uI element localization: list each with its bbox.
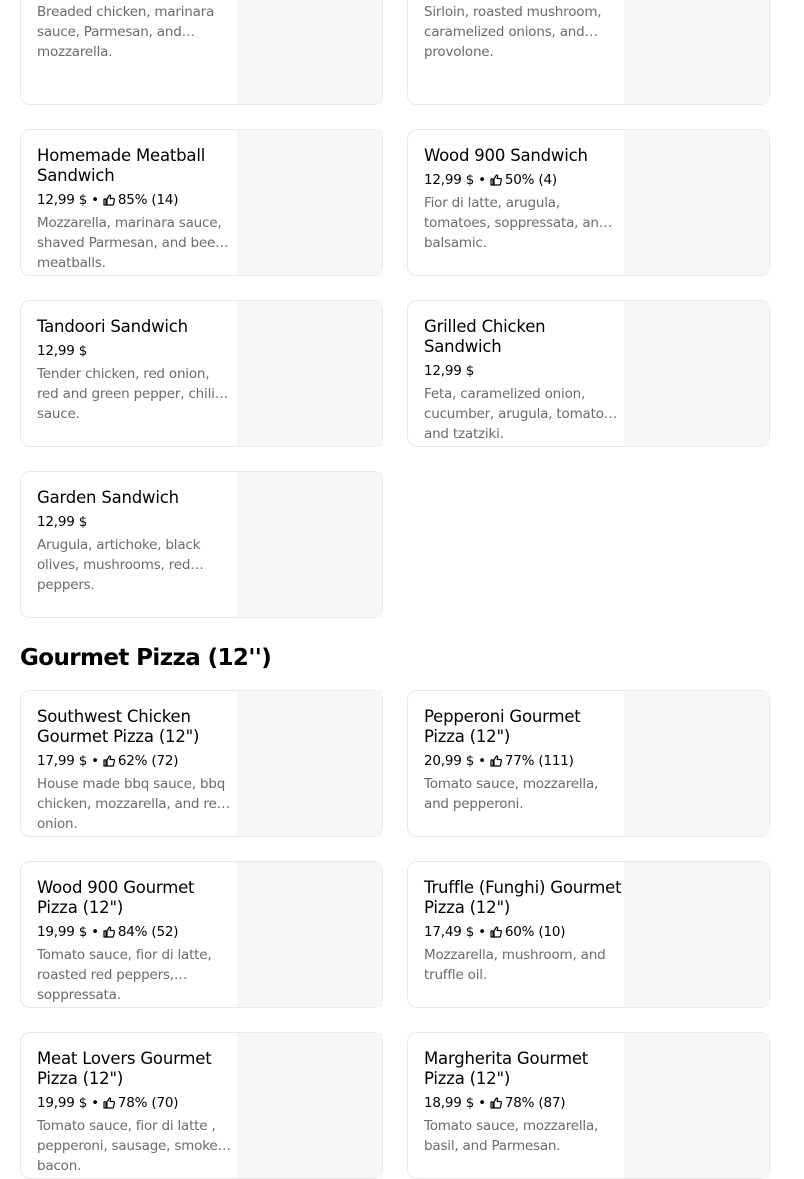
menu-item-card[interactable] <box>407 861 770 1008</box>
separator-dot: • <box>91 753 99 769</box>
menu-item-card[interactable] <box>20 300 383 447</box>
item-rating: 85% (14) <box>117 192 179 208</box>
item-image <box>624 0 769 104</box>
item-description: Tomato sauce, fior di latte , pepperoni, sausage, smoked bacon. <box>37 1118 226 1174</box>
item-description: Mozzarella, marinara sauce, shaved Parmesan, and beef meatballs. <box>37 215 222 271</box>
item-image <box>237 1033 382 1178</box>
item-rating: 77% (111) <box>504 753 574 769</box>
item-meta <box>37 191 237 209</box>
thumbs-up-icon <box>103 926 115 938</box>
item-image <box>237 301 382 446</box>
item-name: Homemade Meatball Sandwich <box>37 146 206 185</box>
separator-dot: • <box>478 172 486 188</box>
item-name: Truffle (Funghi) Gourmet Pizza (12") <box>424 878 622 917</box>
item-image <box>237 691 382 836</box>
menu-item-card[interactable] <box>407 1032 770 1179</box>
separator-dot: • <box>91 192 99 208</box>
item-rating: 62% (72) <box>117 753 179 769</box>
thumbs-up-icon <box>103 755 115 767</box>
section-title: Gourmet Pizza (12'') <box>20 645 272 671</box>
item-image <box>624 862 769 1007</box>
item-image <box>624 130 769 275</box>
menu-item-card[interactable] <box>407 690 770 837</box>
item-image <box>624 301 769 446</box>
menu-item-card[interactable] <box>20 129 383 276</box>
thumbs-up-icon <box>490 174 502 186</box>
item-price: 19,99 $ <box>37 1095 88 1111</box>
pizza-grid <box>20 690 770 1179</box>
separator-dot: • <box>478 1095 486 1111</box>
item-price: 12,99 $ <box>37 192 88 208</box>
item-rating: 78% (70) <box>117 1095 179 1111</box>
separator-dot: • <box>478 753 486 769</box>
item-meta <box>424 752 624 770</box>
item-name: Garden Sandwich <box>37 488 179 507</box>
item-description: Tomato sauce, fior di latte, roasted red peppers, soppressata. <box>37 947 212 1003</box>
item-meta <box>37 752 237 770</box>
item-rating: 60% (10) <box>504 924 566 940</box>
item-rating: 78% (87) <box>504 1095 566 1111</box>
item-description: Tomato sauce, mozzarella, basil, and Parmesan. <box>424 1118 599 1154</box>
item-price: 20,99 $ <box>424 753 475 769</box>
item-price: 19,99 $ <box>37 924 88 940</box>
item-description: Fior di latte, arugula, tomatoes, soppressata, and balsamic. <box>424 195 608 251</box>
item-name: Wood 900 Sandwich <box>424 146 588 165</box>
item-description: Feta, caramelized onion, cucumber, arugula, tomato and tzatziki. <box>424 386 604 442</box>
item-name: Margherita Gourmet Pizza (12") <box>424 1049 589 1088</box>
item-price: 12,99 $ <box>424 172 475 188</box>
item-description: Tender chicken, red onion, red and green pepper, chili sauce. <box>37 366 215 422</box>
item-name: Wood 900 Gourmet Pizza (12") <box>37 878 195 917</box>
item-meta <box>424 1094 624 1112</box>
item-meta <box>37 923 237 941</box>
menu-item-card[interactable] <box>407 300 770 447</box>
item-meta <box>37 1094 237 1112</box>
item-name: Pepperoni Gourmet Pizza (12") <box>424 707 581 746</box>
item-rating: 50% (4) <box>504 172 557 188</box>
item-image <box>237 0 382 104</box>
item-description: Tomato sauce, mozzarella, and pepperoni. <box>424 776 599 812</box>
menu-item-card[interactable] <box>20 0 383 105</box>
separator-dot: • <box>478 924 486 940</box>
item-description: House made bbq sauce, bbq chicken, mozzarella, and red onion. <box>37 776 226 832</box>
item-price: 12,99 $ <box>37 343 88 359</box>
item-image <box>237 862 382 1007</box>
thumbs-up-icon <box>490 1097 502 1109</box>
menu-item-card[interactable] <box>407 129 770 276</box>
item-name: Grilled Chicken Sandwich <box>424 317 546 356</box>
separator-dot: • <box>91 924 99 940</box>
item-image <box>237 130 382 275</box>
item-image <box>624 691 769 836</box>
thumbs-up-icon <box>490 755 502 767</box>
item-price: 12,99 $ <box>424 363 475 379</box>
item-price: 12,99 $ <box>37 514 88 530</box>
item-description: Breaded chicken, marinara sauce, Parmesan, and mozzarella. <box>37 4 215 60</box>
item-description: Sirloin, roasted mushroom, caramelized onions, and provolone. <box>424 4 602 60</box>
item-meta <box>37 342 237 360</box>
menu-item-card[interactable] <box>20 471 383 618</box>
separator-dot: • <box>91 1095 99 1111</box>
thumbs-up-icon <box>103 194 115 206</box>
menu-item-card[interactable] <box>20 861 383 1008</box>
item-price: 17,49 $ <box>424 924 475 940</box>
menu-item-card[interactable] <box>20 690 383 837</box>
item-name: Tandoori Sandwich <box>37 317 188 336</box>
item-meta <box>424 362 624 380</box>
item-meta <box>424 923 624 941</box>
item-description: Arugula, artichoke, black olives, mushrooms, red peppers. <box>37 537 201 593</box>
menu-item-card[interactable] <box>407 0 770 105</box>
item-name: Meat Lovers Gourmet Pizza (12") <box>37 1049 212 1088</box>
thumbs-up-icon <box>103 1097 115 1109</box>
item-image <box>624 1033 769 1178</box>
item-meta <box>424 171 624 189</box>
sandwich-grid <box>20 0 770 618</box>
item-price: 17,99 $ <box>37 753 88 769</box>
item-meta <box>37 513 237 531</box>
item-image <box>237 472 382 617</box>
menu-item-card[interactable] <box>20 1032 383 1179</box>
thumbs-up-icon <box>490 926 502 938</box>
item-description: Mozzarella, mushroom, and truffle oil. <box>424 947 606 983</box>
item-price: 18,99 $ <box>424 1095 475 1111</box>
item-rating: 84% (52) <box>117 924 179 940</box>
item-name: Southwest Chicken Gourmet Pizza (12") <box>37 707 200 746</box>
